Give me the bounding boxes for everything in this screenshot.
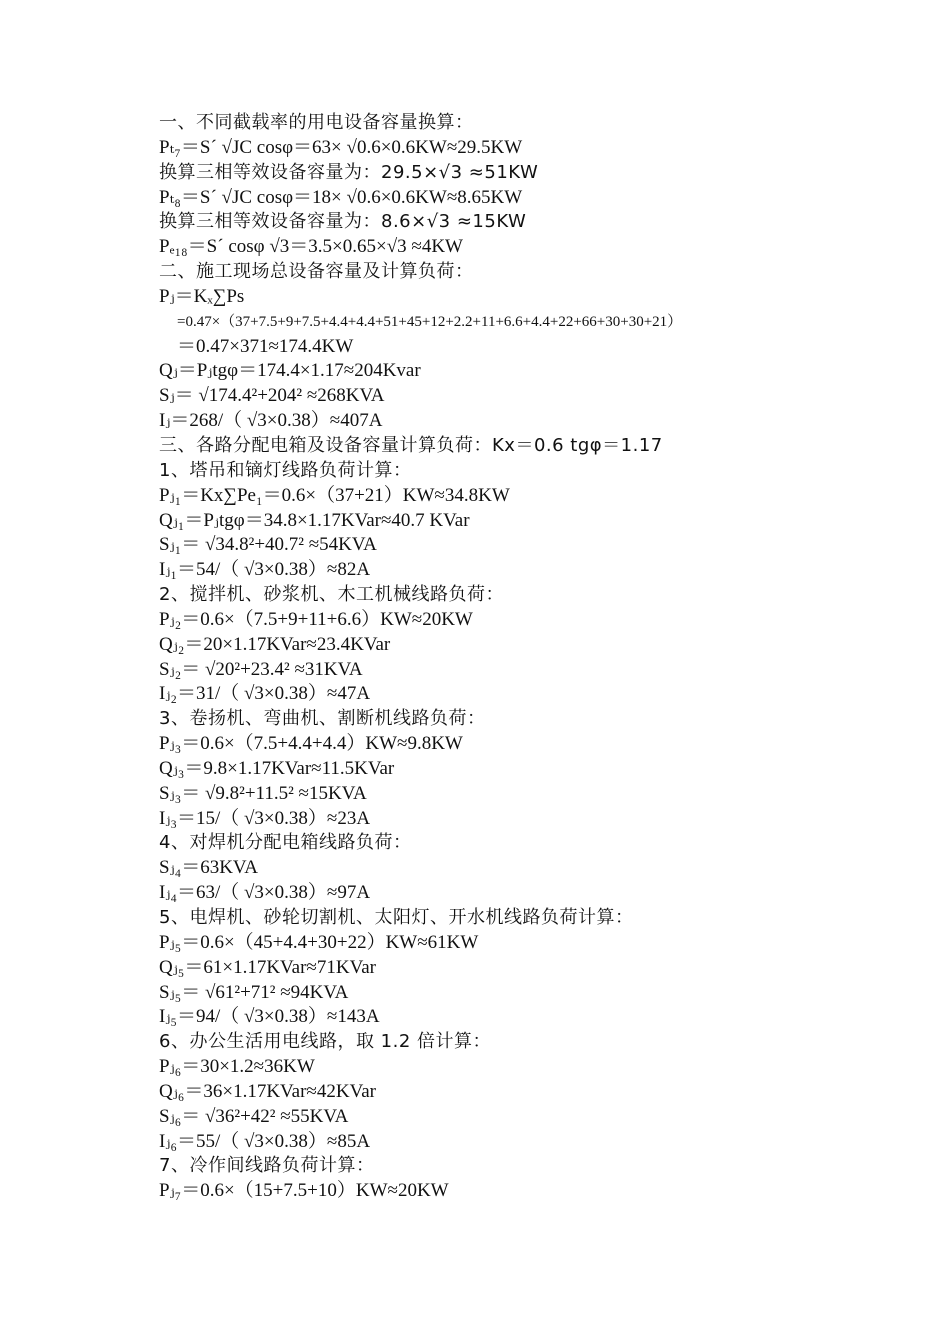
formula-line: Pⱼ₅＝0.6×（45+4.4+30+22）KW≈61KW xyxy=(159,931,479,953)
formula-line: Pⱼ₆＝30×1.2≈36KW xyxy=(159,1056,315,1078)
formula-line: Iⱼ₄＝63/（ √3×0.38）≈97A xyxy=(159,882,371,904)
formula-line: Iⱼ＝268/（ √3×0.38）≈407A xyxy=(159,410,383,432)
formula-line: Sⱼ₃＝ √9.8²+11.5² ≈15KVA xyxy=(159,782,367,804)
formula-line: Sⱼ₅＝ √61²+71² ≈94KVA xyxy=(159,981,349,1003)
formula-line: Pⱼ₂＝0.6×（7.5+9+11+6.6）KW≈20KW xyxy=(159,608,473,630)
formula-line: Sⱼ₄＝63KVA xyxy=(159,857,258,879)
subheading-1: 1、塔吊和镝灯线路负荷计算： xyxy=(159,459,412,481)
text-line: 换算三相等效设备容量为：29.5×√3 ≈51KW xyxy=(159,161,539,183)
formula-line: Pₑ₁₈＝S´ cosφ √3＝3.5×0.65×√3 ≈4KW xyxy=(159,236,463,258)
subheading-2: 2、搅拌机、砂浆机、木工机械线路负荷： xyxy=(159,584,504,606)
heading-section-2: 二、施工现场总设备容量及计算负荷： xyxy=(159,261,474,283)
formula-line: Pⱼ＝Kₓ∑Ps xyxy=(159,285,245,307)
heading-section-3: 三、各路分配电箱及设备容量计算负荷：Kx＝0.6 tgφ＝1.17 xyxy=(159,434,663,456)
formula-line: Sⱼ₂＝ √20²+23.4² ≈31KVA xyxy=(159,658,363,680)
formula-line: Pₜ₈＝S´ √JC cosφ＝18× √0.6×0.6KW≈8.65KW xyxy=(159,186,523,208)
heading-section-1: 一、不同截载率的用电设备容量换算： xyxy=(159,112,474,133)
formula-line: Qⱼ₃＝9.8×1.17KVar≈11.5KVar xyxy=(159,757,395,779)
formula-line: Sⱼ₆＝ √36²+42² ≈55KVA xyxy=(159,1105,349,1127)
formula-line: ＝0.47×371≈174.4KW xyxy=(177,335,354,357)
subheading-7: 7、冷作间线路负荷计算： xyxy=(159,1155,375,1177)
formula-line: Iⱼ₆＝55/（ √3×0.38）≈85A xyxy=(159,1130,371,1152)
formula-line: Iⱼ₃＝15/（ √3×0.38）≈23A xyxy=(159,807,371,829)
formula-line: Qⱼ₅＝61×1.17KVar≈71KVar xyxy=(159,956,376,978)
formula-line: Qⱼ₂＝20×1.17KVar≈23.4KVar xyxy=(159,633,391,655)
text-line: 换算三相等效设备容量为：8.6×√3 ≈15KW xyxy=(159,211,527,233)
formula-line: Iⱼ₁＝54/（ √3×0.38）≈82A xyxy=(159,559,371,581)
formula-line: Qⱼ₁＝Pⱼtgφ＝34.8×1.17KVar≈40.7 KVar xyxy=(159,509,470,531)
subheading-5: 5、电焊机、砂轮切割机、太阳灯、开水机线路负荷计算： xyxy=(159,907,634,928)
formula-line: Pⱼ₃＝0.6×（7.5+4.4+4.4）KW≈9.8KW xyxy=(159,733,463,755)
formula-line: Pⱼ₇＝0.6×（15+7.5+10）KW≈20KW xyxy=(159,1180,449,1202)
formula-line: Sⱼ₁＝ √34.8²+40.7² ≈54KVA xyxy=(159,534,377,556)
formula-sum-line: =0.47×（37+7.5+9+7.5+4.4+4.4+51+45+12+2.2+11+6.6+4.4+22+66+30+30+21） xyxy=(177,313,683,330)
subheading-3: 3、卷扬机、弯曲机、割断机线路负荷： xyxy=(159,708,486,730)
formula-line: Qⱼ＝Pⱼtgφ＝174.4×1.17≈204Kvar xyxy=(159,360,421,382)
formula-line: Sⱼ＝ √174.4²+204² ≈268KVA xyxy=(159,385,385,407)
formula-line: Iⱼ₂＝31/（ √3×0.38）≈47A xyxy=(159,683,371,705)
subheading-6: 6、办公生活用电线路，取 1.2 倍计算： xyxy=(159,1031,492,1053)
formula-line: Pₜ₇＝S´ √JC cosφ＝63× √0.6×0.6KW≈29.5KW xyxy=(159,136,523,158)
formula-line: Qⱼ₆＝36×1.17KVar≈42KVar xyxy=(159,1080,376,1102)
document-body xyxy=(159,111,899,1204)
formula-line: Iⱼ₅＝94/（ √3×0.38）≈143A xyxy=(159,1006,380,1028)
subheading-4: 4、对焊机分配电箱线路负荷： xyxy=(159,832,412,854)
formula-line: Pⱼ₁＝Kx∑Pe₁＝0.6×（37+21）KW≈34.8KW xyxy=(159,484,510,506)
